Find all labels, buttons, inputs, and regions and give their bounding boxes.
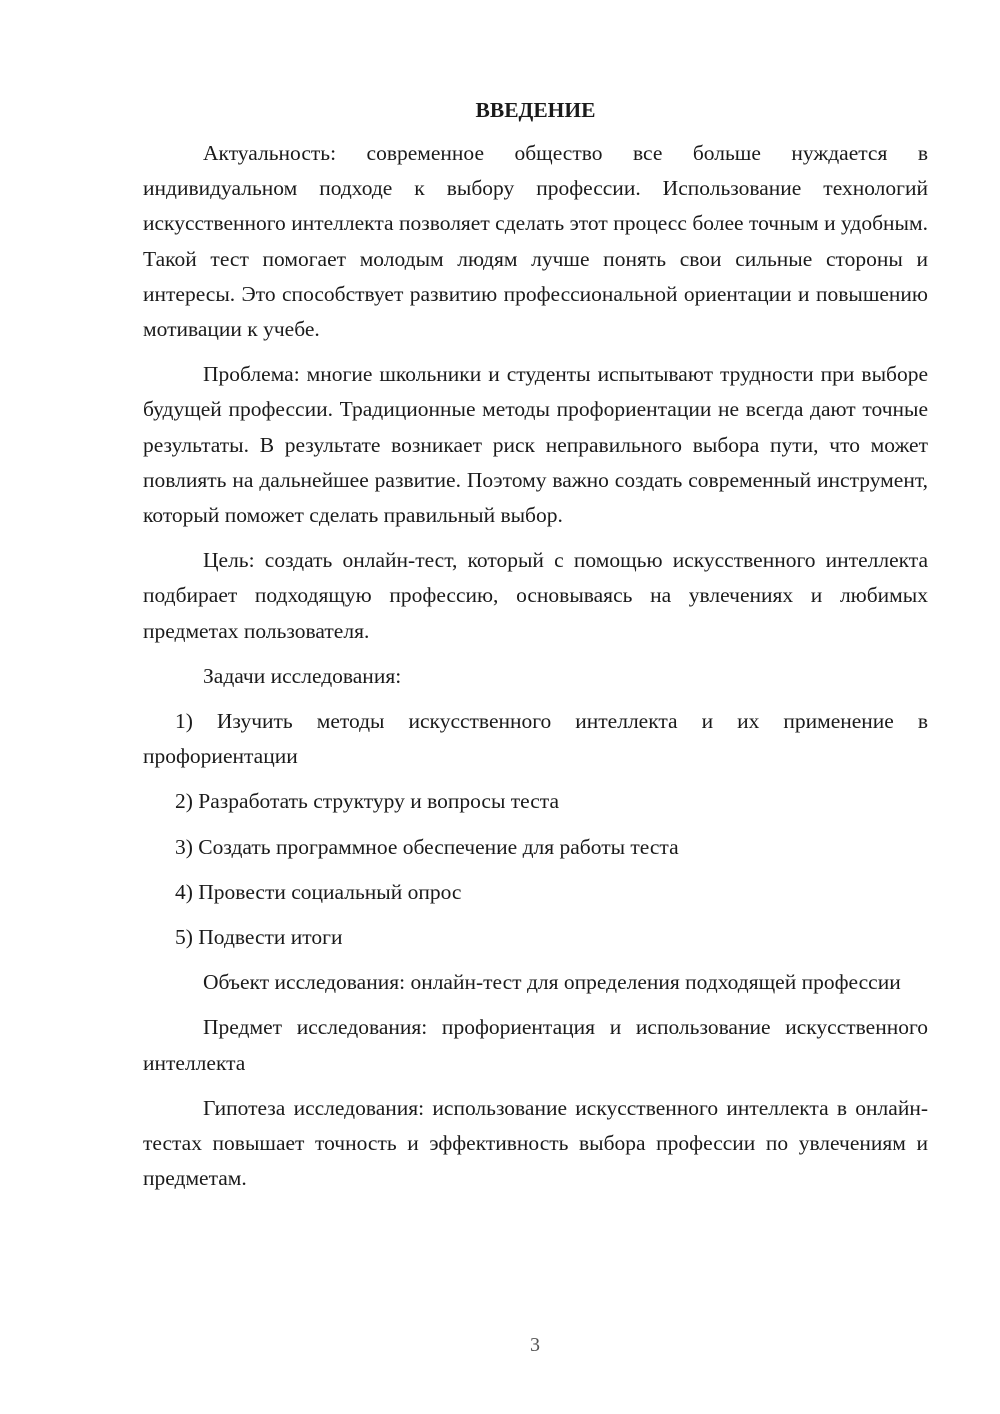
paragraph-object: Объект исследования: онлайн-тест для определения подходящей профессии	[203, 970, 901, 995]
paragraph-relevance: Актуальность: современное общество все больше нуждается в индивидуальном подходе к выбору профессии. Использование технологий искусственного интеллекта позволяет сделать этот процесс более точным и удобным. Такой тест помогает молодым людям лучше понять свои сильные стороны и интересы. Это способствует развитию профессиональной ориентации и повышению мотивации к учебе.	[143, 141, 928, 342]
paragraph-goal: Цель: создать онлайн-тест, который с помощью искусственного интеллекта подбирает подходящую профессию, основываясь на увлечениях и любимых предметах пользователя.	[143, 548, 928, 643]
page-title: ВВЕДЕНИЕ	[475, 98, 596, 122]
page-number: 3	[530, 1334, 540, 1356]
paragraph-subject: Предмет исследования: профориентация и использование искусственного интеллекта	[143, 1015, 928, 1075]
tasks-heading: Задачи исследования:	[203, 663, 402, 688]
list-item: 5) Подвести итоги	[175, 925, 343, 950]
paragraph-hypothesis: Гипотеза исследования: использование искусственного интеллекта в онлайн-тестах повышает точность и эффективность выбора профессии по увлечениям и предметам.	[143, 1095, 928, 1191]
list-item: 1) Изучить методы искусственного интеллекта и их применение в профориентации	[143, 709, 928, 769]
task-list	[143, 704, 928, 955]
document-page	[143, 90, 928, 1196]
list-item: 2) Разработать структуру и вопросы теста	[175, 789, 559, 814]
list-item: 4) Провести социальный опрос	[175, 879, 462, 904]
paragraph-problem: Проблема: многие школьники и студенты испытывают трудности при выборе будущей профессии. Традиционные методы профориентации не всегда дают точные результаты. В результате возникает риск неправильного выбора пути, что может повлиять на дальнейшее развитие. Поэтому важно создать современный инструмент, который поможет сделать правильный выбор.	[143, 362, 928, 528]
list-item: 3) Создать программное обеспечение для работы теста	[175, 834, 679, 859]
